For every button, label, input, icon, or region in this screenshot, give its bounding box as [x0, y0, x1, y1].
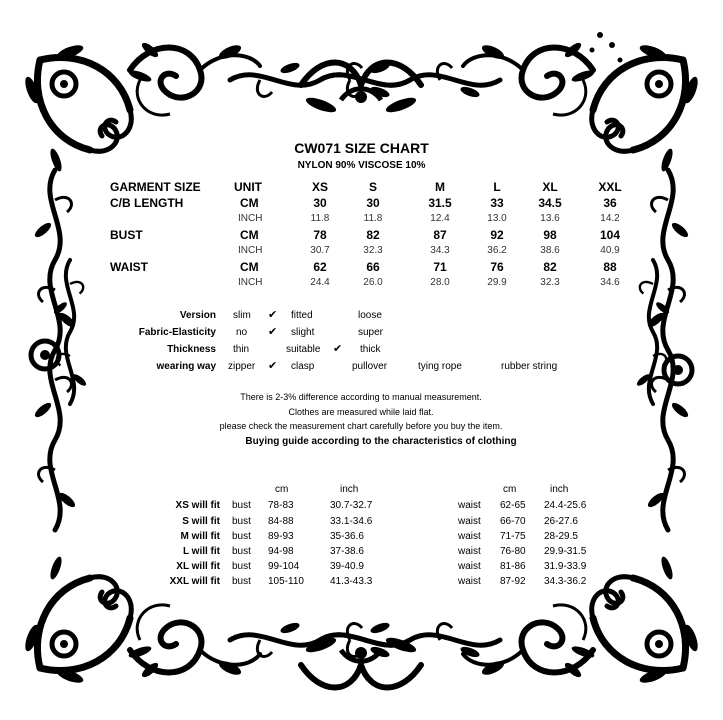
- cell-value: 12.4: [430, 213, 450, 224]
- waist-inch: 29.9-31.5: [544, 546, 587, 557]
- cell-value: 31.5: [428, 196, 452, 210]
- cell-value: 92: [490, 228, 504, 242]
- bust-label: bust: [232, 516, 251, 527]
- waist-label: waist: [458, 546, 481, 557]
- attr-label-thickness: Thickness: [167, 344, 216, 355]
- bust-inch: 37-38.6: [330, 546, 364, 557]
- attr-option: super: [358, 327, 384, 338]
- bust-label: bust: [232, 546, 251, 557]
- unit-inch: INCH: [238, 245, 263, 256]
- bust-cm: 89-93: [268, 531, 294, 542]
- waist-cm: 81-86: [500, 561, 526, 572]
- garment-size-header: GARMENT SIZE: [110, 180, 201, 194]
- cell-value: 11.8: [310, 213, 330, 224]
- fit-size-label: S will fit: [182, 516, 220, 527]
- unit-inch: INCH: [238, 213, 263, 224]
- cell-value: 26.0: [363, 277, 383, 288]
- cell-value: 11.8: [363, 213, 383, 224]
- measurement-note: Clothes are measured while laid flat.: [288, 407, 434, 417]
- cell-value: 62: [313, 260, 327, 274]
- cell-value: 30: [313, 196, 327, 210]
- fit-size-label: L will fit: [182, 546, 220, 557]
- bust-label: bust: [232, 561, 251, 572]
- cell-value: 24.4: [310, 277, 330, 288]
- attr-option: clasp: [291, 361, 315, 372]
- waist-inch: 31.9-33.9: [544, 561, 587, 572]
- row-label-cb-length: C/B LENGTH: [110, 196, 184, 210]
- cell-value: 33: [490, 196, 504, 210]
- cell-value: 78: [313, 228, 327, 242]
- chart-title: CW071 SIZE CHART: [294, 140, 429, 156]
- checkmark-icon: ✔: [268, 326, 278, 338]
- size-header-l: L: [493, 180, 501, 194]
- waist-cm: 62-65: [500, 500, 526, 511]
- bust-cm: 94-98: [268, 546, 294, 557]
- col-header-inch: inch: [550, 484, 569, 495]
- bust-inch: 41.3-43.3: [330, 576, 373, 587]
- cell-value: 14.2: [600, 213, 620, 224]
- fit-size-label: XL will fit: [176, 561, 220, 572]
- attr-option: pullover: [352, 361, 388, 372]
- unit-inch: INCH: [238, 277, 263, 288]
- attr-option: thin: [233, 344, 250, 355]
- size-header-xl: XL: [542, 180, 558, 194]
- bust-inch: 30.7-32.7: [330, 500, 373, 511]
- buying-guide-title: Buying guide according to the characteristics of clothing: [245, 436, 517, 447]
- cell-value: 38.6: [540, 245, 560, 256]
- cell-value: 82: [543, 260, 557, 274]
- attr-option: fitted: [291, 310, 313, 321]
- size-header-s: S: [368, 180, 377, 194]
- cell-value: 36: [603, 196, 617, 210]
- attr-option: suitable: [286, 344, 321, 355]
- cell-value: 29.9: [487, 277, 507, 288]
- fit-size-label: M will fit: [180, 531, 220, 542]
- row-label-bust: BUST: [110, 228, 143, 242]
- bust-cm: 84-88: [268, 516, 294, 527]
- waist-inch: 24.4-25.6: [544, 500, 587, 511]
- cell-value: 13.0: [487, 213, 507, 224]
- attr-label-fabric-elasticity: Fabric-Elasticity: [138, 327, 216, 338]
- checkmark-icon: ✔: [268, 360, 278, 372]
- unit-header: UNIT: [234, 180, 262, 194]
- fit-size-label: XS will fit: [175, 500, 220, 511]
- cell-value: 66: [366, 260, 380, 274]
- col-header-inch: inch: [340, 484, 359, 495]
- checkmark-icon: ✔: [268, 309, 278, 321]
- bust-cm: 78-83: [268, 500, 294, 511]
- cell-value: 40.9: [600, 245, 620, 256]
- cell-value: 98: [543, 228, 557, 242]
- waist-inch: 26-27.6: [544, 516, 578, 527]
- attr-option: no: [236, 327, 248, 338]
- waist-label: waist: [458, 576, 481, 587]
- cell-value: 34.6: [600, 277, 620, 288]
- waist-cm: 71-75: [500, 531, 526, 542]
- measurement-note: There is 2-3% difference according to manual measurement.: [240, 392, 482, 402]
- fit-size-label: XXL will fit: [169, 576, 220, 587]
- waist-label: waist: [458, 516, 481, 527]
- size-header-xs: XS: [311, 180, 328, 194]
- unit-cm: CM: [240, 228, 259, 242]
- bust-inch: 35-36.6: [330, 531, 364, 542]
- waist-inch: 28-29.5: [544, 531, 578, 542]
- waist-inch: 34.3-36.2: [544, 576, 587, 587]
- bust-inch: 33.1-34.6: [330, 516, 373, 527]
- bust-label: bust: [232, 500, 251, 511]
- cell-value: 87: [433, 228, 447, 242]
- cell-value: 36.2: [487, 245, 507, 256]
- bust-cm: 99-104: [268, 561, 300, 572]
- cell-value: 104: [599, 228, 621, 242]
- cell-value: 30: [366, 196, 380, 210]
- waist-cm: 76-80: [500, 546, 526, 557]
- cell-value: 28.0: [430, 277, 450, 288]
- size-header-xxl: XXL: [598, 180, 622, 194]
- attr-option: thick: [360, 344, 381, 355]
- bust-inch: 39-40.9: [330, 561, 364, 572]
- measurement-note: please check the measurement chart carefully before you buy the item.: [219, 421, 503, 431]
- material-composition: NYLON 90% VISCOSE 10%: [297, 160, 426, 171]
- cell-value: 82: [366, 228, 380, 242]
- cell-value: 30.7: [310, 245, 330, 256]
- unit-cm: CM: [240, 260, 259, 274]
- attr-option: tying rope: [418, 361, 462, 372]
- col-header-cm: cm: [503, 484, 517, 495]
- row-label-waist: WAIST: [110, 260, 148, 274]
- attr-label-version: Version: [179, 310, 216, 321]
- col-header-cm: cm: [275, 484, 289, 495]
- unit-cm: CM: [240, 196, 259, 210]
- waist-cm: 87-92: [500, 576, 526, 587]
- waist-label: waist: [458, 561, 481, 572]
- attr-option: rubber string: [501, 361, 558, 372]
- cell-value: 13.6: [540, 213, 560, 224]
- bust-label: bust: [232, 576, 251, 587]
- waist-cm: 66-70: [500, 516, 526, 527]
- cell-value: 76: [490, 260, 504, 274]
- attr-option: loose: [358, 310, 382, 321]
- cell-value: 32.3: [363, 245, 383, 256]
- cell-value: 34.5: [538, 196, 562, 210]
- waist-label: waist: [458, 500, 481, 511]
- cell-value: 88: [603, 260, 617, 274]
- attr-option: zipper: [228, 361, 256, 372]
- bust-label: bust: [232, 531, 251, 542]
- checkmark-icon: ✔: [333, 343, 343, 355]
- waist-label: waist: [458, 531, 481, 542]
- cell-value: 32.3: [540, 277, 560, 288]
- attr-option: slim: [233, 310, 251, 321]
- cell-value: 34.3: [430, 245, 450, 256]
- size-header-m: M: [435, 180, 445, 194]
- bust-cm: 105-110: [268, 576, 304, 587]
- cell-value: 71: [433, 260, 447, 274]
- attr-option: slight: [291, 327, 315, 338]
- attr-label-wearing-way: wearing way: [156, 361, 216, 372]
